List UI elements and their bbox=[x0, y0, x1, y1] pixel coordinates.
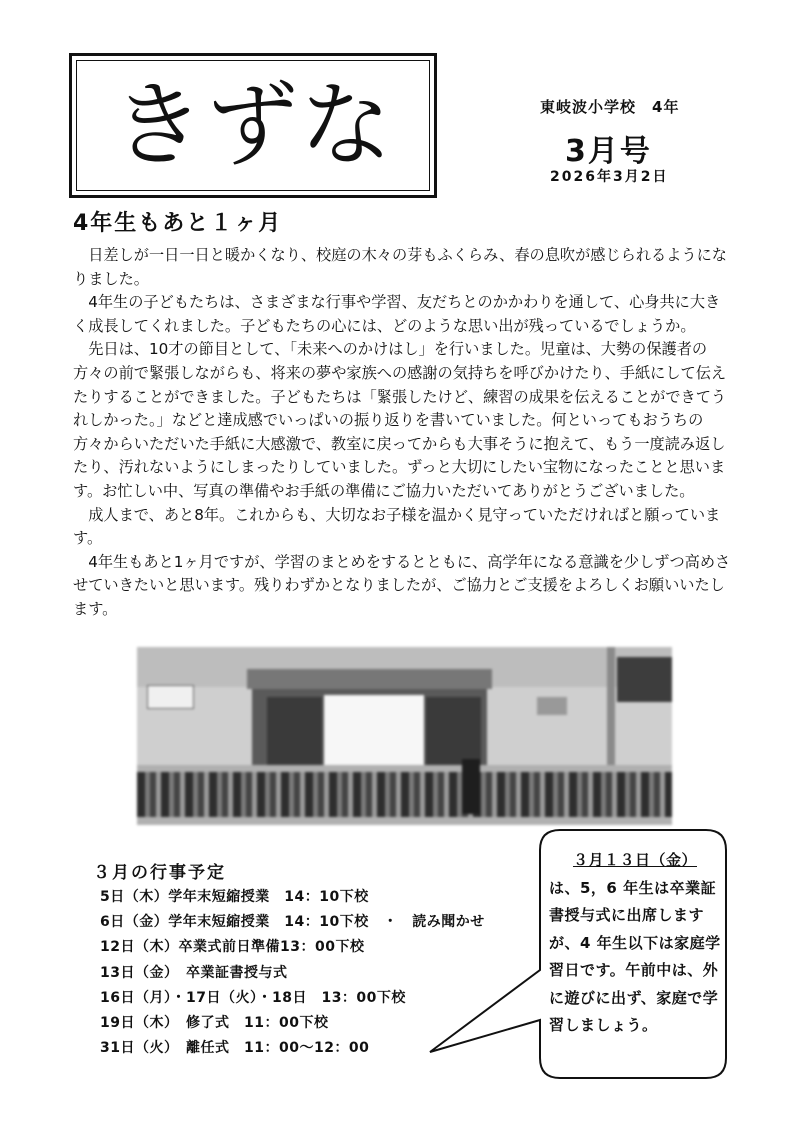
schedule-item: 12日（木）卒業式前日準備13：00下校 bbox=[100, 939, 365, 956]
schedule-item: 16日（月）・17日（火）・18日 13：00下校 bbox=[100, 989, 406, 1006]
masthead-inner-frame bbox=[76, 60, 430, 191]
article-paragraph: 先日は、10才の節目として、「未来へのかけはし」を行いました。児童は、大勢の保護者の方々の前で緊張しながらも、将来の夢や家族への感謝の気持ちを呼びかけたり、手紙にして伝えたりすることができました。子どもたちは「緊張したけど、練習の成果を伝えることができてうれしかった。」などと達成感でいっぱいの振り返りを書いていました。何といってもおうちの方々からいただいた手紙に大感激で、教室に戻ってからも大事そうに抱えて、もう一度読み返したり、汚れないようにしまったりしていました。ずっと大切にしたい宝物になったことと思います。お忙しい中、写真の準備やお手紙の準備にご協力いただいてありがとうございました。 bbox=[73, 340, 727, 500]
photo-stage-curtain-left bbox=[267, 697, 322, 772]
issue-date: 2026年3月2日 bbox=[550, 169, 669, 185]
photo-wall-sign bbox=[147, 685, 194, 709]
masthead-box bbox=[69, 53, 437, 198]
schedule-item: 5日（木）学年末短縮授業 14：10下校 bbox=[100, 889, 369, 905]
photo-wall-panel bbox=[537, 697, 567, 715]
photo-stage-beam bbox=[247, 669, 492, 689]
schedule-item: 13日（金） 卒業証書授与式 bbox=[100, 964, 288, 981]
newsletter-title: きずな bbox=[111, 71, 394, 179]
schedule-item: 31日（火） 離任式 11：00～12：00 bbox=[100, 1040, 370, 1057]
school-name: 東岐波小学校 4年 bbox=[540, 98, 680, 116]
photo-stage-screen bbox=[324, 695, 424, 775]
issue-label: 3月号 bbox=[565, 134, 652, 169]
photo-pillar bbox=[607, 647, 615, 777]
article-paragraph: 4年生もあと1ヶ月ですが、学習のまとめをするとともに、高学年になる意識を少しずつ高めさせていきたいと思います。残りわずかとなりましたが、ご協力とご支援をよろしくお願いいたします。 bbox=[73, 552, 731, 618]
photo-crowd bbox=[137, 772, 672, 817]
schedule-title: ３月の行事予定 bbox=[93, 863, 226, 883]
article-paragraph: 成人まで、あと8年。これからも、大切なお子様を温かく見守っていただければと願っています。 bbox=[73, 505, 721, 548]
notice-heading: ３月１３日（金） bbox=[572, 851, 697, 869]
article-body bbox=[73, 244, 733, 622]
article-paragraph: 日差しが一日一日と暖かくなり、校庭の木々の芽もふくらみ、春の息吹が感じられるようになりました。 bbox=[73, 246, 727, 288]
schedule-item: 6日（金）学年末短縮授業 14：10下校 ・ 読み聞かせ bbox=[100, 914, 485, 931]
photo-standing-figure bbox=[462, 759, 480, 814]
article-title: 4年生もあと１ヶ月 bbox=[73, 211, 283, 236]
photo-window bbox=[617, 657, 672, 702]
notice-text bbox=[549, 847, 721, 1040]
class-event-photo bbox=[137, 647, 672, 825]
article-paragraph: 4年生の子どもたちは、さまざまな行事や学習、友だちとのかかわりを通して、心身共に大きく成長してくれました。子どもたちの心には、どのような思い出が残っているでしょうか。 bbox=[73, 293, 721, 335]
notice-body: は、5，6 年生は卒業証書授与式に出席しますが、4 年生以下は家庭学習日です。午前中は、外に遊びに出ず、家庭で学習しましょう。 bbox=[549, 878, 721, 1034]
schedule-item: 19日（木） 修了式 11：00下校 bbox=[100, 1015, 329, 1032]
